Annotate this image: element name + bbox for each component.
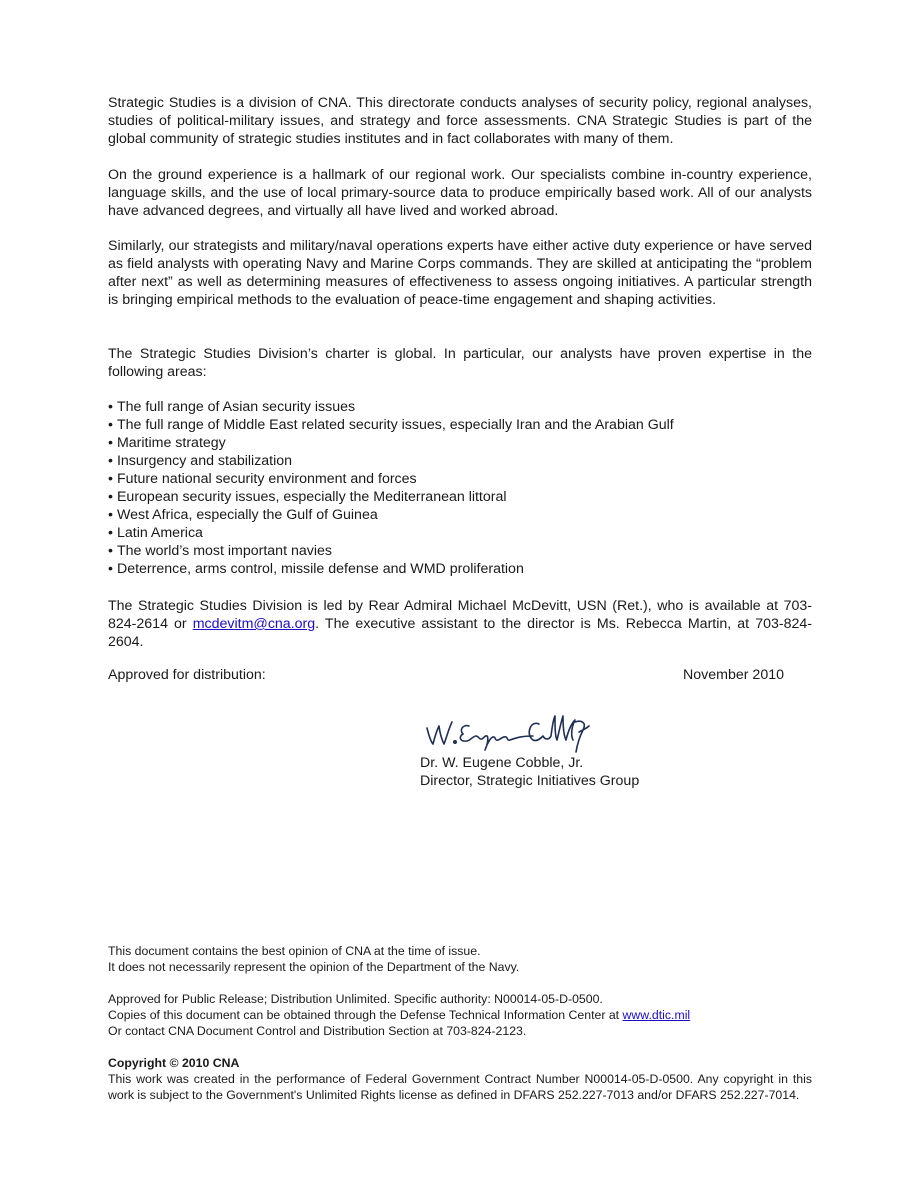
bullet-icon: • bbox=[108, 489, 113, 505]
list-item: • The full range of Asian security issues bbox=[108, 399, 356, 415]
list-item: • European security issues, especially the Mediterranean littoral bbox=[108, 489, 507, 505]
approval-label: Approved for distribution: bbox=[108, 667, 266, 683]
email-link[interactable]: mcdevitm@cna.org bbox=[192, 616, 316, 632]
bullet-icon: • bbox=[108, 507, 113, 523]
list-item: • West Africa, especially the Gulf of Guinea bbox=[108, 507, 378, 523]
release-notice: Approved for Public Release; Distribution Unlimited. Specific authority: N00014-05-D-0500. Copies of this document can be obtained through the Defense Technical Information Center at www.dtic.mil Or contact CNA Document Control and Distribution Section at 703-824-2123. bbox=[108, 992, 691, 1038]
list-item: • Deterrence, arms control, missile defense and WMD proliferation bbox=[108, 561, 524, 577]
signature-image bbox=[421, 706, 591, 754]
bullet-icon: • bbox=[108, 453, 113, 469]
approval-date: November 2010 bbox=[683, 667, 784, 683]
copyright-notice bbox=[108, 1055, 812, 1103]
opinion-notice: This document contains the best opinion of CNA at the time of issue. It does not necessarily represent the opinion of the Department of the Navy. bbox=[108, 944, 520, 974]
bullet-icon: • bbox=[108, 399, 113, 415]
intro-paragraph-1: Strategic Studies is a division of CNA. This directorate conducts analyses of security policy, regional analyses, studies of political-military issues, and strategy and force assessments. CNA Strategic Studies is part of the global community of strategic studies institutes and in fact collaborates with many of them. bbox=[108, 95, 812, 147]
bullet-icon: • bbox=[108, 417, 113, 433]
bullet-icon: • bbox=[108, 561, 113, 577]
bullet-icon: • bbox=[108, 471, 113, 487]
list-item: • The world’s most important navies bbox=[108, 543, 332, 559]
signatory-title: Director, Strategic Initiatives Group bbox=[420, 773, 640, 789]
list-item: • Insurgency and stabilization bbox=[108, 453, 293, 469]
approval-row bbox=[108, 666, 784, 684]
contact-paragraph: The Strategic Studies Division is led by Rear Admiral Michael McDevitt, USN (Ret.), who is available at 703-824-2614 or mcdevitm@cna.org. The executive assistant to the director is Ms. Rebecca Martin, at 703-824-2604. bbox=[108, 598, 812, 650]
intro-paragraph-4: The Strategic Studies Division’s charter is global. In particular, our analysts have proven expertise in the following areas: bbox=[108, 346, 812, 380]
expertise-list bbox=[108, 398, 674, 578]
list-item: • Latin America bbox=[108, 525, 203, 541]
signatory-block bbox=[420, 754, 639, 790]
dtic-link[interactable]: www.dtic.mil bbox=[622, 1008, 691, 1022]
intro-paragraph-2: On the ground experience is a hallmark of our regional work. Our specialists combine in-country experience, language skills, and the use of local primary-source data to produce empirically based work. All of our analysts have advanced degrees, and virtually all have lived and worked abroad. bbox=[108, 167, 812, 219]
signatory-name: Dr. W. Eugene Cobble, Jr. bbox=[420, 755, 584, 771]
list-item: • The full range of Middle East related security issues, especially Iran and the Arabian Gulf bbox=[108, 417, 674, 433]
bullet-icon: • bbox=[108, 525, 113, 541]
copyright-heading: Copyright © 2010 CNA bbox=[108, 1056, 240, 1070]
copyright-body: This work was created in the performance of Federal Government Contract Number N00014-05-D-0500. Any copyright in this work is subject to the Government's Unlimited Rights license as defined in DFARS 252.227-7013 and/or DFARS 252.227-7014. bbox=[108, 1072, 812, 1102]
bullet-icon: • bbox=[108, 543, 113, 559]
bullet-icon: • bbox=[108, 435, 113, 451]
list-item: • Maritime strategy bbox=[108, 435, 226, 451]
intro-paragraph-3: Similarly, our strategists and military/naval operations experts have either active duty experience or have served as field analysts with operating Navy and Marine Corps commands. They are skilled at anticipating the “problem after next” as well as determining measures of effectiveness to assess ongoing initiatives. A particular strength is bringing empirical methods to the evaluation of peace-time engagement and shaping activities. bbox=[108, 238, 812, 308]
list-item: • Future national security environment and forces bbox=[108, 471, 417, 487]
